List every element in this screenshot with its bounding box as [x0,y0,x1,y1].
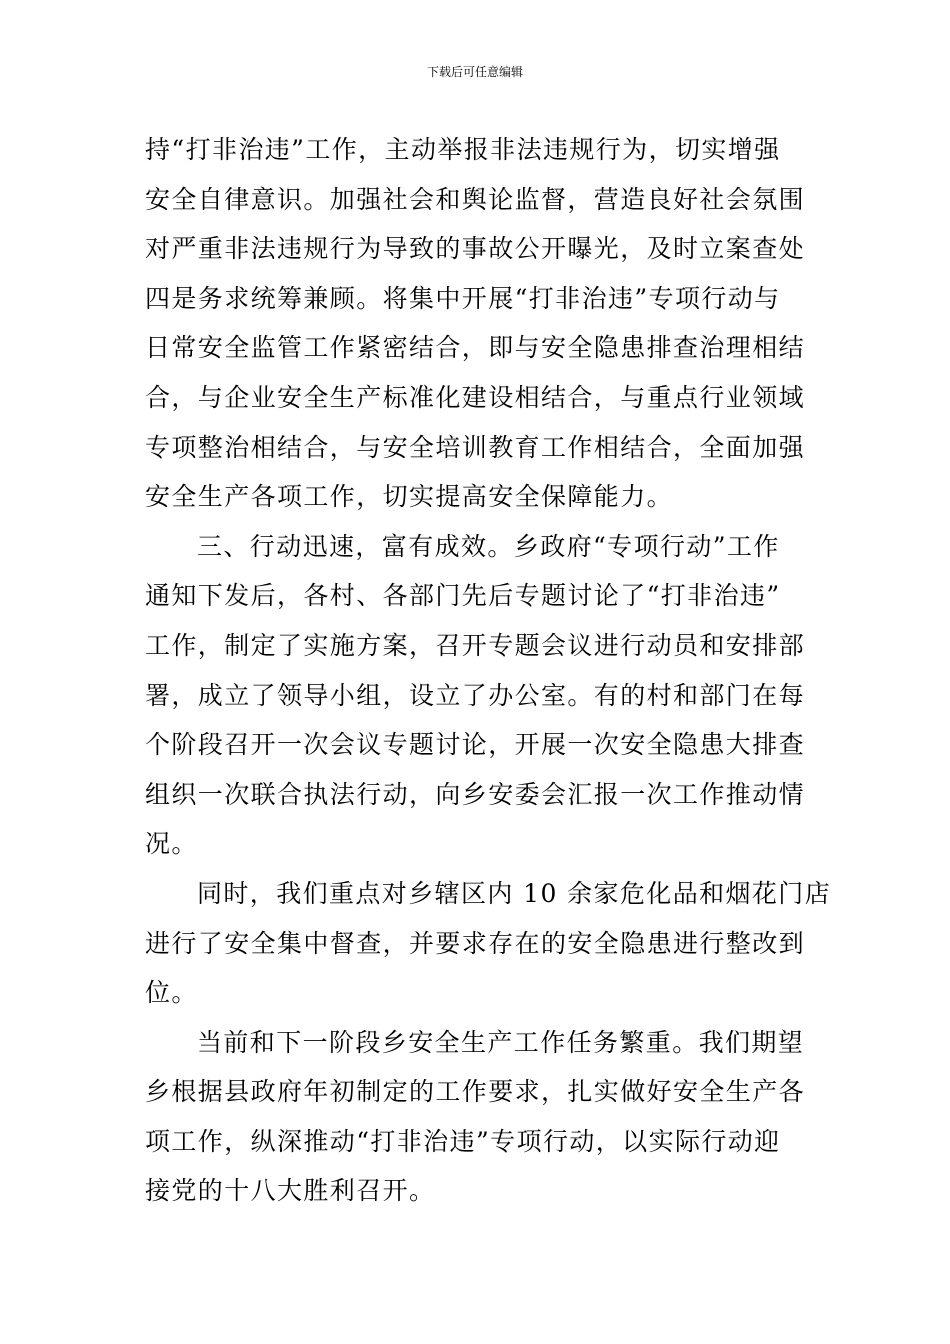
text-line: 对严重非法违规行为导致的事故公开曝光，及时立案查处 [145,234,806,264]
document-body [145,125,832,1216]
text-line: 工作，制定了实施方案，召开专题会议进行动员和安排部 [145,630,806,660]
page-header: 下载后可任意编辑 [426,65,523,79]
text-line: 合，与企业安全生产标准化建设相结合，与重点行业领域 [145,382,806,412]
text-line: 专项整治相结合，与安全培训教育工作相结合，全面加强 [145,432,806,462]
text-line: 安全自律意识。加强社会和舆论监督，营造良好社会氛围 [145,184,806,214]
paragraph-first-line: 三、行动迅速，富有成效。乡政府“专项行动”工作 [197,531,780,561]
text-line: 况。 [145,829,198,859]
text-line: 项工作，纵深推动“打非治违”专项行动，以实际行动迎 [145,1126,781,1156]
text-line: 日常安全监管工作紧密结合，即与安全隐患排查治理相结 [145,333,806,363]
paragraph-first-line: 当前和下一阶段乡安全生产工作任务繁重。我们期望 [197,1027,805,1057]
text-line: 持“打非治违”工作，主动举报非法违规行为，切实增强 [145,135,781,164]
text-line: 四是务求统筹兼顾。将集中开展“打非治违”专项行动与 [145,283,781,313]
text-line: 安全生产各项工作，切实提高安全保障能力。 [145,482,674,512]
text-line: 个阶段召开一次会议专题讨论，开展一次安全隐患大排查 [145,730,806,760]
text-line: 组织一次联合执法行动，向乡安委会汇报一次工作推动情 [145,779,806,809]
text-line: 进行了安全集中督查，并要求存在的安全隐患进行整改到 [145,928,806,958]
text-line: 乡根据县政府年初制定的工作要求，扎实做好安全生产各 [145,1077,806,1107]
text-line: 通知下发后，各村、各部门先后专题讨论了“打非治违” [145,581,781,611]
text-line: 接党的十八大胜利召开。 [145,1176,436,1206]
text-line: 位。 [145,978,198,1008]
paragraph-first-line: 同时，我们重点对乡辖区内 10 余家危化品和烟花门店 [197,878,832,908]
text-line: 署，成立了领导小组，设立了办公室。有的村和部门在每 [145,680,806,710]
